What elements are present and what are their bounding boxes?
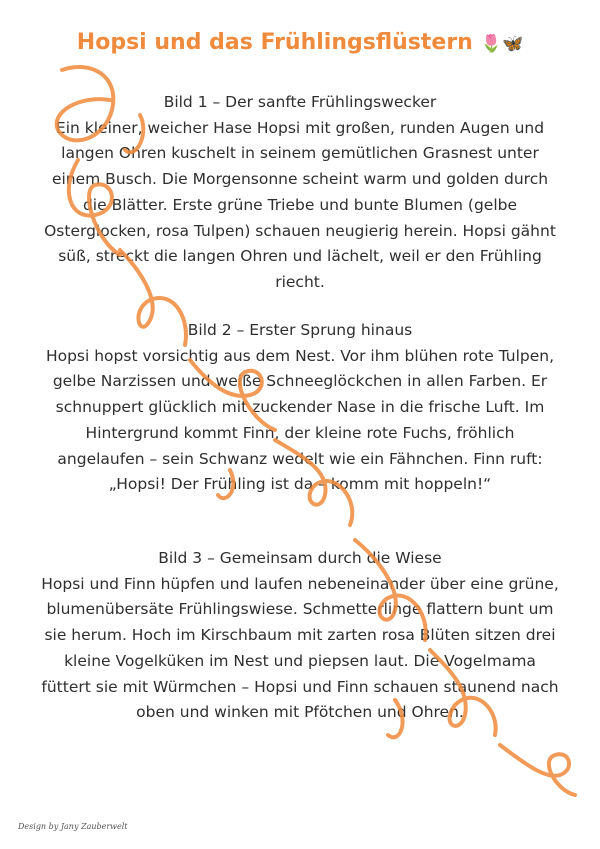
section-body: Hopsi hopst vorsichtig aus dem Nest. Vor ihm blühen rote Tulpen, gelbe Narzissen und weiße Schneeglöckchen in allen Farben. Er schnuppert glücklich mit zuckender Nase in die frische Luft. Im Hintergrund kommt Finn, der kleine rote Fuchs, fröhlich angelaufen – sein Schwanz wedelt wie ein Fähnchen. Finn ruft: „Hopsi! Der Frühling ist da – komm mit hoppeln!“: [45, 346, 555, 494]
story-section-1: [40, 90, 560, 296]
title-text: Hopsi und das Frühlingsflüstern: [76, 30, 473, 55]
tulip-icon: 🌷: [480, 34, 503, 54]
title-icons: [481, 34, 523, 54]
section-heading: Bild 3 – Gemeinsam durch die Wiese: [158, 549, 442, 567]
section-body: Ein kleiner, weicher Hase Hopsi mit großen, runden Augen und langen Ohren kuschelt in seinem gemütlichen Grasnest unter einem Busch. Die Morgensonne scheint warm und golden durch die Blätter. Erste grüne Triebe und bunte Blumen (gelbe Osterglocken, rosa Tulpen) schauen neugierig herein. Hopsi gähnt süß, streckt die langen Ohren und lächelt, weil er den Frühling riecht.: [44, 118, 556, 291]
story-section-3: [40, 546, 560, 726]
story-section-2: [40, 318, 560, 498]
footer-signature: Design by Jany Zauberwelt: [18, 822, 128, 831]
section-body: Hopsi und Finn hüpfen und laufen nebeneinander über eine grüne, blumenübersäte Frühlingswiese. Schmetterlinge flattern bunt um sie herum. Hoch im Kirschbaum mit zarten rosa Blüten sitzen drei kleine Vogelküken im Nest und piepsen laut. Die Vogelmama füttert sie mit Würmchen – Hopsi und Finn schauen staunend nach oben und winken mit Pfötchen und Ohren.: [41, 574, 559, 722]
page-title: [0, 30, 600, 55]
butterfly-icon: 🦋: [502, 34, 524, 54]
section-heading: Bild 2 – Erster Sprung hinaus: [187, 321, 413, 339]
section-heading: Bild 1 – Der sanfte Frühlingswecker: [163, 93, 437, 111]
